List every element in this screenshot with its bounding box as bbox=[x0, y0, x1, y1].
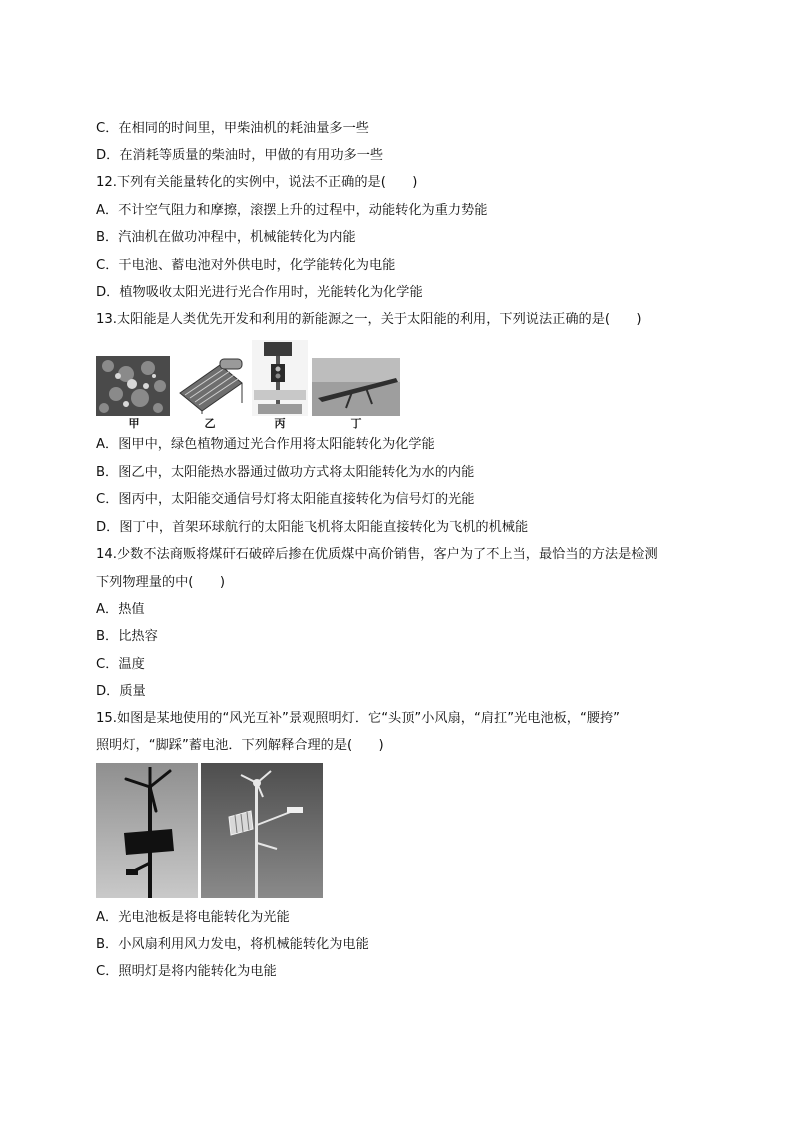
q13-option-d: D．图丁中，首架环球航行的太阳能飞机将太阳能直接转化为飞机的机械能 bbox=[96, 520, 529, 535]
q13-option-a: A．图甲中，绿色植物通过光合作用将太阳能转化为化学能 bbox=[96, 437, 435, 452]
solar-water-heater bbox=[176, 353, 246, 415]
q13-option-b: B．图乙中，太阳能热水器通过做功方式将太阳能转化为水的内能 bbox=[96, 465, 475, 480]
wind-solar-streetlight-photo-left bbox=[96, 763, 198, 898]
q12-stem: 12.下列有关能量转化的实例中，说法不正确的是( ) bbox=[96, 175, 418, 190]
q15-stem-line2: 照明灯，“脚踩”蓄电池．下列解释合理的是( ) bbox=[96, 738, 384, 753]
caption-yi: 乙 bbox=[204, 417, 216, 430]
q11-option-d: D．在消耗等质量的柴油时，甲做的有用功多一些 bbox=[96, 148, 384, 163]
q14-option-b: B．比热容 bbox=[96, 629, 158, 644]
caption-ding: 丁 bbox=[350, 417, 362, 430]
q14-option-d: D．质量 bbox=[96, 684, 146, 699]
q14-stem-line1: 14.少数不法商贩将煤矸石破碎后掺在优质煤中高价销售，客户为了不上当，最恰当的方法是检测 bbox=[96, 547, 658, 562]
solar-traffic-signal bbox=[252, 340, 308, 416]
q15-option-a: A．光电池板是将电能转化为光能 bbox=[96, 910, 290, 925]
q14-option-c: C．温度 bbox=[96, 657, 145, 672]
q12-option-d: D．植物吸收太阳光进行光合作用时，光能转化为化学能 bbox=[96, 285, 423, 300]
q12-option-b: B．汽油机在做功冲程中，机械能转化为内能 bbox=[96, 230, 356, 245]
q14-option-a: A．热值 bbox=[96, 602, 145, 617]
q13-stem: 13.太阳能是人类优先开发和利用的新能源之一，关于太阳能的利用，下列说法正确的是( ) bbox=[96, 312, 642, 327]
q11-option-c: C．在相同的时间里，甲柴油机的耗油量多一些 bbox=[96, 121, 369, 136]
q15-option-c: C．照明灯是将内能转化为电能 bbox=[96, 964, 277, 979]
q13-option-c: C．图丙中，太阳能交通信号灯将太阳能直接转化为信号灯的光能 bbox=[96, 492, 475, 507]
caption-jia: 甲 bbox=[128, 417, 140, 430]
q15-option-b: B．小风扇利用风力发电，将机械能转化为电能 bbox=[96, 937, 369, 952]
q14-stem-line2: 下列物理量的中( ) bbox=[96, 575, 225, 590]
q15-stem-line1: 15.如图是某地使用的“风光互补”景观照明灯．它“头顶”小风扇，“肩扛”光电池板，“腰挎” bbox=[96, 711, 621, 726]
caption-bing: 丙 bbox=[274, 417, 286, 430]
solar-airplane-photo bbox=[312, 358, 400, 416]
wind-solar-streetlight-photo-right bbox=[201, 763, 323, 898]
q12-option-a: A．不计空气阻力和摩擦，滚摆上升的过程中，动能转化为重力势能 bbox=[96, 203, 488, 218]
q12-option-c: C．干电池、蓄电池对外供电时，化学能转化为电能 bbox=[96, 258, 396, 273]
plant-photo bbox=[96, 356, 170, 416]
